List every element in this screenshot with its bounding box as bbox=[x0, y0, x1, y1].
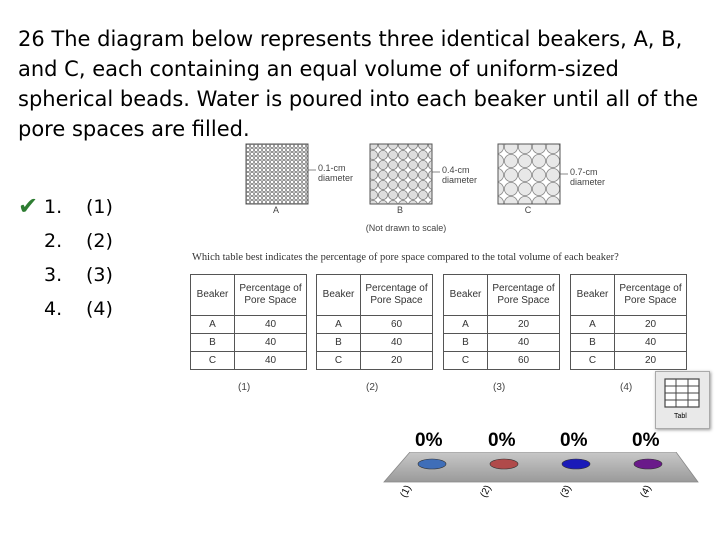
response-percent-4: 0% bbox=[632, 430, 660, 451]
table-row: B 40 bbox=[571, 334, 687, 352]
option-label-1: (1) bbox=[238, 382, 251, 393]
table-row: B 40 bbox=[191, 334, 307, 352]
diameter-label-a: 0.1-cm diameter bbox=[318, 163, 354, 183]
table-row: A 60 bbox=[317, 316, 433, 334]
response-bar-2 bbox=[490, 459, 518, 469]
table-row: A 20 bbox=[444, 316, 560, 334]
table-grid-icon bbox=[664, 378, 700, 408]
option-label-4: (4) bbox=[620, 382, 633, 393]
answer-choice-3[interactable] bbox=[18, 264, 128, 298]
response-label-2: (2) bbox=[478, 483, 494, 500]
header-beaker: Beaker bbox=[444, 275, 488, 316]
answer-label: (4) bbox=[86, 298, 113, 320]
table-row: B 40 bbox=[317, 334, 433, 352]
response-chart-floor bbox=[380, 452, 700, 486]
header-beaker: Beaker bbox=[191, 275, 235, 316]
header-percentage: Percentage of Pore Space bbox=[615, 275, 687, 316]
table-row: C 40 bbox=[191, 352, 307, 370]
scale-note: (Not drawn to scale) bbox=[365, 223, 447, 233]
header-beaker: Beaker bbox=[571, 275, 615, 316]
header-beaker: Beaker bbox=[317, 275, 361, 316]
answer-choice-2[interactable] bbox=[18, 230, 128, 264]
table-prompt: Which table best indicates the percentage of pore space compared to the total volume of each beaker? bbox=[192, 252, 619, 263]
table-row: C 20 bbox=[317, 352, 433, 370]
option-table-4 bbox=[570, 274, 687, 370]
response-percent-2: 0% bbox=[488, 430, 516, 451]
beaker-label-c: C bbox=[524, 205, 532, 215]
answer-number: 3. bbox=[44, 264, 63, 286]
table-widget[interactable] bbox=[655, 371, 710, 429]
answer-label: (3) bbox=[86, 264, 113, 286]
header-percentage: Percentage of Pore Space bbox=[235, 275, 307, 316]
response-label-1: (1) bbox=[398, 483, 414, 500]
response-label-4: (4) bbox=[638, 483, 654, 500]
table-row: A 40 bbox=[191, 316, 307, 334]
table-row: C 20 bbox=[571, 352, 687, 370]
header-percentage: Percentage of Pore Space bbox=[488, 275, 560, 316]
response-bar-1 bbox=[418, 459, 446, 469]
option-table-1 bbox=[190, 274, 307, 370]
check-icon: ✔ bbox=[18, 192, 39, 220]
question-text: 26 The diagram below represents three identical beakers, A, B, and C, each containing an equal volume of uniform-sized spherical beads. Water is poured into each beaker until all of the pore spaces are filled. bbox=[18, 27, 699, 141]
answer-number: 4. bbox=[44, 298, 63, 320]
option-table-3 bbox=[443, 274, 560, 370]
answer-choice-1[interactable] bbox=[18, 192, 128, 230]
beaker-label-a: A bbox=[272, 205, 279, 215]
response-bar-3 bbox=[562, 459, 590, 469]
diameter-label-b: 0.4-cm diameter bbox=[442, 165, 478, 185]
table-row: A 20 bbox=[571, 316, 687, 334]
response-bar-4 bbox=[634, 459, 662, 469]
option-table-2 bbox=[316, 274, 433, 370]
beaker-b bbox=[370, 144, 432, 204]
answer-label: (2) bbox=[86, 230, 113, 252]
answer-choice-4[interactable] bbox=[18, 298, 128, 332]
table-row: B 40 bbox=[444, 334, 560, 352]
answer-label: (1) bbox=[86, 196, 113, 218]
option-label-3: (3) bbox=[493, 382, 506, 393]
beaker-a bbox=[246, 144, 308, 204]
answer-number: 1. bbox=[44, 196, 63, 218]
beaker-c bbox=[498, 144, 560, 204]
table-row: C 60 bbox=[444, 352, 560, 370]
diameter-label-c: 0.7-cm diameter bbox=[570, 167, 606, 187]
response-percent-1: 0% bbox=[415, 430, 443, 451]
beaker-label-b: B bbox=[396, 205, 403, 215]
option-label-2: (2) bbox=[366, 382, 379, 393]
response-label-3: (3) bbox=[558, 483, 574, 500]
response-percent-3: 0% bbox=[560, 430, 588, 451]
header-percentage: Percentage of Pore Space bbox=[361, 275, 433, 316]
answer-number: 2. bbox=[44, 230, 63, 252]
table-widget-label: Tabl bbox=[674, 413, 687, 420]
